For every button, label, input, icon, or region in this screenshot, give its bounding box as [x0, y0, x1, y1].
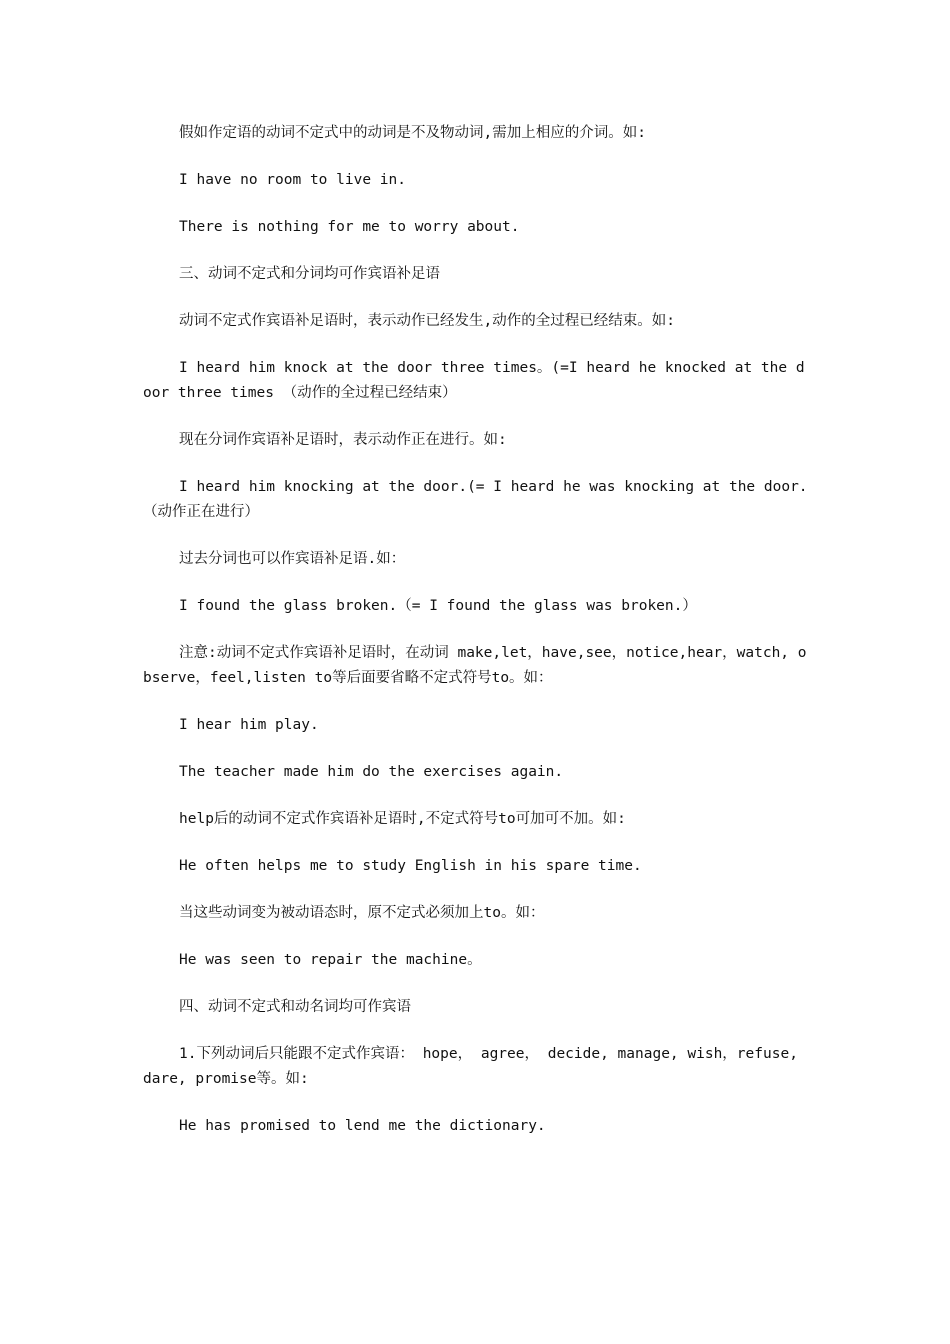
paragraph-passive-rule: 当这些动词变为被动语态时，原不定式必须加上to。如： — [179, 905, 545, 921]
example-hear-play: I hear him play. — [179, 717, 319, 733]
example-knock: I heard him knock at the door three times。(=I heard he knocked at the door three times （动作的全过程已经结束） — [143, 360, 805, 401]
example-made-do: The teacher made him do the exercises again. — [179, 764, 564, 780]
paragraph-help-rule: help后的动词不定式作宾语补足语时,不定式符号to可加可不加。如: — [179, 811, 626, 827]
example-helps-study: He often helps me to study English in his spare time. — [179, 858, 642, 874]
example-glass-broken: I found the glass broken.（= I found the glass was broken.） — [179, 598, 697, 614]
paragraph-past-participle: 过去分词也可以作宾语补足语.如： — [179, 551, 406, 567]
section-heading-4: 四、动词不定式和动名词均可作宾语 — [179, 999, 411, 1015]
example-worry-about: There is nothing for me to worry about. — [179, 219, 520, 235]
example-knocking: I heard him knocking at the door.(= I heard he was knocking at the door.（动作正在进行） — [143, 479, 808, 520]
example-promised-lend: He has promised to lend me the dictionary. — [179, 1118, 546, 1134]
paragraph-infinitive-only-verbs: 1.下列动词后只能跟不定式作宾语： hope， agree， decide, manage, wish，refuse, dare, promise等。如: — [143, 1046, 798, 1087]
paragraph-note-omit-to: 注意:动词不定式作宾语补足语时，在动词 make,let，have,see，notice,hear，watch, observe，feel,listen to等后面要省略不定式符号to。如： — [143, 645, 807, 686]
example-live-in: I have no room to live in. — [179, 172, 406, 188]
document-body — [143, 121, 808, 1161]
example-seen-repair: He was seen to repair the machine。 — [179, 952, 482, 968]
paragraph-present-participle: 现在分词作宾语补足语时，表示动作正在进行。如: — [179, 432, 507, 448]
paragraph-infinitive-complement: 动词不定式作宾语补足语时，表示动作已经发生,动作的全过程已经结束。如: — [179, 313, 675, 329]
section-heading-3: 三、动词不定式和分词均可作宾语补足语 — [179, 266, 440, 282]
paragraph-intransitive-rule: 假如作定语的动词不定式中的动词是不及物动词,需加上相应的介词。如: — [179, 125, 646, 141]
